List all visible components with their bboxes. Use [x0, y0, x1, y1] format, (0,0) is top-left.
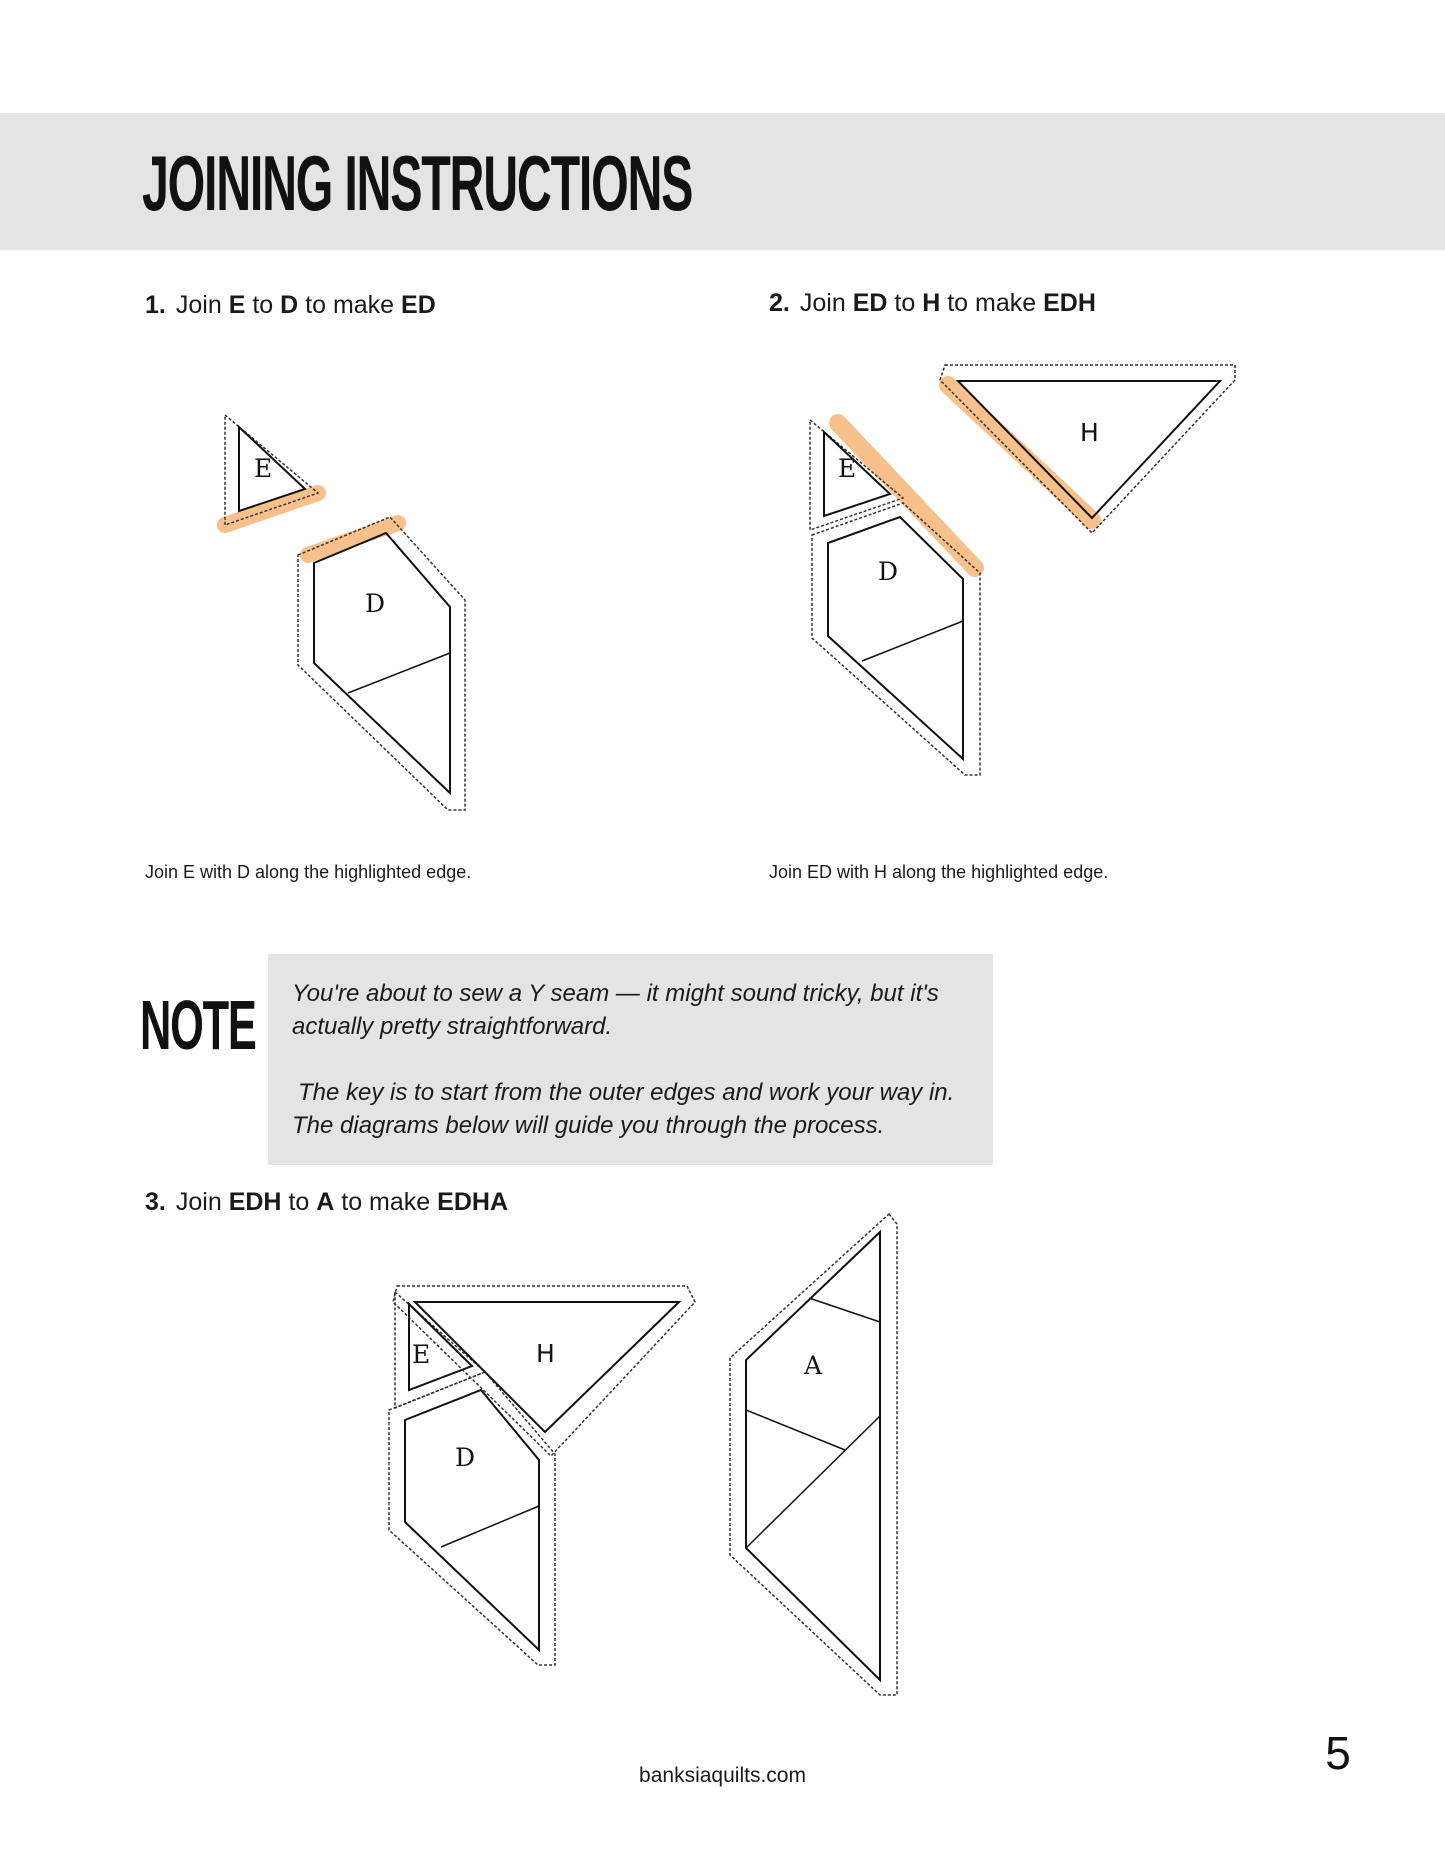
- piece-b: A: [316, 1188, 335, 1216]
- step-2-caption: Join ED with H along the highlighted edge.: [769, 862, 1109, 882]
- piece-d: [298, 517, 465, 810]
- result-piece: EDHA: [437, 1188, 508, 1216]
- to-word: to: [288, 1188, 310, 1216]
- result-piece: ED: [401, 291, 436, 319]
- note-paragraph-1: You're about to sew a Y seam — it might sound tricky, but it's actually pretty straightforward.: [292, 980, 939, 1040]
- highlight-marks: [838, 385, 1092, 568]
- step-1-caption: Join E with D along the highlighted edge.: [145, 862, 472, 882]
- join-word: Join: [175, 291, 222, 319]
- footer-url: banksiaquilts.com: [639, 1764, 806, 1787]
- step-2-diagram: [800, 355, 1250, 785]
- piece-a: ED: [852, 289, 888, 317]
- make-word: to make: [341, 1188, 431, 1216]
- piece-a: [730, 1214, 897, 1695]
- page-title: JOINING INSTRUCTIONS: [142, 139, 693, 227]
- label-a: A: [804, 1351, 823, 1380]
- piece-a: EDH: [228, 1188, 282, 1216]
- label-e: E: [838, 454, 857, 483]
- note-box: [268, 954, 993, 1165]
- step-1-diagram: [200, 395, 490, 825]
- join-word: Join: [799, 289, 846, 317]
- piece-b: H: [922, 289, 941, 317]
- label-h: H: [536, 1339, 555, 1368]
- step-number: 1.: [145, 291, 166, 319]
- label-e: E: [412, 1340, 431, 1369]
- step-number: 2.: [769, 289, 790, 317]
- page-number: 5: [1325, 1727, 1351, 1779]
- label-d: D: [365, 589, 386, 618]
- label-d: D: [878, 557, 899, 586]
- result-piece: EDH: [1043, 289, 1096, 317]
- note-paragraph-2: The key is to start from the outer edges and work your way in. The diagrams below will guide you through the process.: [292, 1079, 955, 1139]
- piece-e: [395, 1292, 485, 1408]
- piece-h: [393, 1286, 695, 1456]
- to-word: to: [252, 291, 274, 319]
- label-h: H: [1080, 418, 1099, 447]
- make-word: to make: [947, 289, 1037, 317]
- label-d: D: [455, 1443, 476, 1472]
- label-e: E: [254, 454, 273, 483]
- piece-b: D: [280, 291, 299, 319]
- step-2-heading: [769, 287, 1096, 319]
- piece-a: E: [228, 291, 246, 319]
- step-1-heading: [145, 289, 436, 321]
- step-3-diagram: [375, 1210, 910, 1700]
- to-word: to: [894, 289, 916, 317]
- note-label: NOTE: [140, 986, 256, 1064]
- join-word: Join: [175, 1188, 222, 1216]
- make-word: to make: [305, 291, 395, 319]
- step-number: 3.: [145, 1188, 166, 1216]
